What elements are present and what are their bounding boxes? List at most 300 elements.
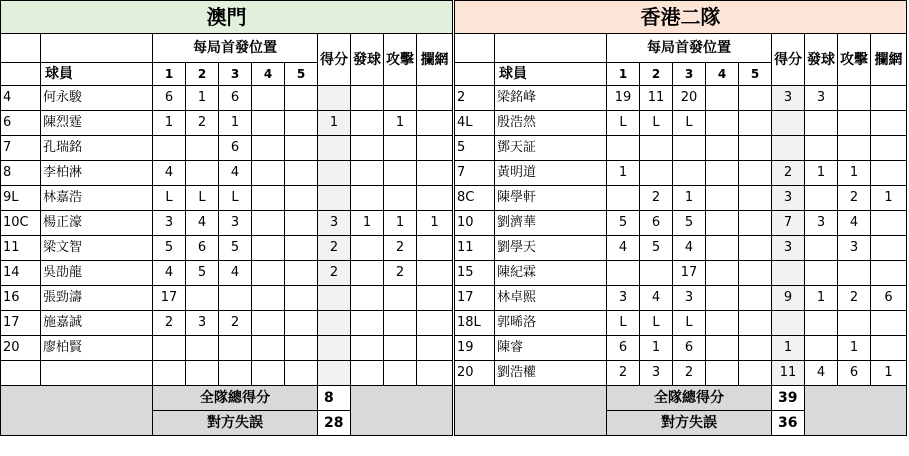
player-number: 6 — [1, 111, 41, 136]
start-position-cell: 5 — [673, 211, 706, 236]
start-position-cell — [706, 261, 739, 286]
start-position-cell: 2 — [153, 311, 186, 336]
start-position-cell — [219, 361, 252, 386]
player-row — [455, 111, 907, 136]
start-position-cell — [219, 286, 252, 311]
start-position-cell — [706, 336, 739, 361]
start-position-cell: 4 — [219, 261, 252, 286]
header-blank — [495, 34, 607, 63]
player-row — [1, 136, 453, 161]
score-cell — [318, 186, 351, 211]
player-name: 陳烈霆 — [41, 111, 153, 136]
start-position-cell — [285, 286, 318, 311]
start-position-cell: 2 — [186, 111, 219, 136]
start-position-cell — [252, 186, 285, 211]
attack-header: 攻擊 — [384, 34, 417, 86]
player-name: 施嘉誠 — [41, 311, 153, 336]
score-cell — [318, 361, 351, 386]
player-number: 4L — [455, 111, 495, 136]
start-position-cell: 1 — [673, 186, 706, 211]
serve-cell — [805, 311, 838, 336]
start-position-cell — [607, 186, 640, 211]
serve-cell — [351, 186, 384, 211]
start-position-cell: 6 — [673, 336, 706, 361]
footer-blank — [455, 386, 607, 436]
team-total-value: 8 — [318, 386, 351, 411]
start-position-cell: L — [673, 311, 706, 336]
start-position-cell — [285, 361, 318, 386]
player-name: 殷浩然 — [495, 111, 607, 136]
attack-cell: 2 — [384, 236, 417, 261]
player-number: 9L — [1, 186, 41, 211]
start-position-cell — [640, 261, 673, 286]
start-position-cell — [252, 261, 285, 286]
start-position-cell — [706, 186, 739, 211]
attack-cell: 2 — [838, 186, 871, 211]
player-row — [455, 286, 907, 311]
attack-cell — [384, 136, 417, 161]
player-number: 19 — [455, 336, 495, 361]
serve-cell: 3 — [805, 86, 838, 111]
score-cell — [318, 336, 351, 361]
player-row — [455, 236, 907, 261]
start-position-cell: 1 — [153, 111, 186, 136]
opponent-errors-label: 對方失誤 — [153, 411, 318, 436]
player-number: 2 — [455, 86, 495, 111]
start-position-cell — [739, 236, 772, 261]
start-position-cell — [285, 236, 318, 261]
score-cell — [318, 161, 351, 186]
attack-cell: 1 — [384, 211, 417, 236]
start-position-cell — [673, 161, 706, 186]
player-row — [1, 211, 453, 236]
start-position-cell — [252, 86, 285, 111]
block-cell — [871, 311, 907, 336]
player-name: 林卓熙 — [495, 286, 607, 311]
serve-cell — [805, 236, 838, 261]
player-row — [1, 336, 453, 361]
player-number: 14 — [1, 261, 41, 286]
footer-blank — [351, 386, 453, 436]
start-position-cell: 4 — [153, 161, 186, 186]
start-position-cell: L — [153, 186, 186, 211]
start-position-cell — [252, 161, 285, 186]
start-position-cell: 4 — [673, 236, 706, 261]
block-cell — [871, 211, 907, 236]
start-position-cell — [153, 361, 186, 386]
player-row — [1, 311, 453, 336]
start-position-cell: 3 — [673, 286, 706, 311]
block-cell — [871, 111, 907, 136]
start-position-cell — [153, 336, 186, 361]
player-row — [455, 161, 907, 186]
player-name: 李柏淋 — [41, 161, 153, 186]
player-row — [455, 261, 907, 286]
player-row — [455, 336, 907, 361]
player-name: 黃明道 — [495, 161, 607, 186]
attack-cell: 6 — [838, 361, 871, 386]
header-blank — [455, 34, 495, 63]
serve-cell — [351, 136, 384, 161]
player-name: 梁銘峰 — [495, 86, 607, 111]
serve-cell — [805, 111, 838, 136]
player-row — [455, 86, 907, 111]
start-position-cell — [706, 311, 739, 336]
block-cell: 6 — [871, 286, 907, 311]
attack-cell: 4 — [838, 211, 871, 236]
player-row — [1, 86, 453, 111]
score-cell: 11 — [772, 361, 805, 386]
position-number-header: 1 — [607, 63, 640, 86]
block-cell — [417, 311, 453, 336]
start-position-cell — [673, 136, 706, 161]
player-name: 陳紀霖 — [495, 261, 607, 286]
footer-blank — [805, 386, 907, 436]
start-position-cell: 4 — [607, 236, 640, 261]
start-position-cell — [252, 211, 285, 236]
player-name: 張勁濤 — [41, 286, 153, 311]
start-position-cell — [706, 361, 739, 386]
player-row — [455, 136, 907, 161]
header-blank — [1, 63, 41, 86]
start-position-cell — [186, 136, 219, 161]
team-total-value: 39 — [772, 386, 805, 411]
block-cell: 1 — [417, 211, 453, 236]
score-cell — [772, 136, 805, 161]
score-cell: 2 — [318, 261, 351, 286]
serve-cell — [351, 286, 384, 311]
start-position-cell — [739, 186, 772, 211]
start-position-cell — [285, 311, 318, 336]
hongkong-stats-table — [454, 0, 907, 436]
attack-cell — [384, 336, 417, 361]
start-position-cell: 1 — [219, 111, 252, 136]
start-position-cell — [285, 186, 318, 211]
start-position-cell: L — [186, 186, 219, 211]
attack-cell: 2 — [384, 261, 417, 286]
start-position-cell: 6 — [640, 211, 673, 236]
score-cell: 3 — [772, 86, 805, 111]
player-number: 17 — [1, 311, 41, 336]
attack-cell — [838, 136, 871, 161]
serve-cell: 4 — [805, 361, 838, 386]
block-header: 攔網 — [871, 34, 907, 86]
attack-cell — [838, 261, 871, 286]
hongkong-team-name: 香港二隊 — [455, 1, 907, 34]
player-name: 梁文智 — [41, 236, 153, 261]
start-position-cell — [739, 336, 772, 361]
player-number: 7 — [1, 136, 41, 161]
opponent-errors-value: 28 — [318, 411, 351, 436]
block-cell — [871, 136, 907, 161]
start-position-cell: 17 — [153, 286, 186, 311]
serve-cell — [351, 111, 384, 136]
player-number: 15 — [455, 261, 495, 286]
start-position-cell: 1 — [640, 336, 673, 361]
start-position-cell — [252, 136, 285, 161]
start-position-cell: 6 — [153, 86, 186, 111]
attack-cell — [384, 161, 417, 186]
start-position-cell — [186, 361, 219, 386]
start-position-cell: 6 — [186, 236, 219, 261]
block-cell — [417, 236, 453, 261]
start-position-cell: L — [640, 111, 673, 136]
attack-cell: 2 — [838, 286, 871, 311]
start-position-cell — [186, 286, 219, 311]
score-cell: 2 — [772, 161, 805, 186]
player-name: 廖柏賢 — [41, 336, 153, 361]
position-number-header: 5 — [285, 63, 318, 86]
serve-cell — [351, 236, 384, 261]
score-header: 得分 — [318, 34, 351, 86]
attack-header: 攻擊 — [838, 34, 871, 86]
player-number — [1, 361, 41, 386]
attack-cell: 1 — [838, 161, 871, 186]
score-header: 得分 — [772, 34, 805, 86]
block-cell — [871, 161, 907, 186]
start-position-cell — [739, 261, 772, 286]
start-position-cell — [252, 361, 285, 386]
start-position-cell: 3 — [186, 311, 219, 336]
score-cell: 1 — [772, 336, 805, 361]
score-cell: 3 — [318, 211, 351, 236]
serve-cell — [351, 161, 384, 186]
attack-cell — [838, 86, 871, 111]
serve-cell — [351, 86, 384, 111]
position-number-header: 4 — [706, 63, 739, 86]
player-number: 16 — [1, 286, 41, 311]
start-position-cell — [607, 136, 640, 161]
start-position-cell: 4 — [640, 286, 673, 311]
player-name: 何永駿 — [41, 86, 153, 111]
start-position-cell: 2 — [640, 186, 673, 211]
score-cell — [772, 311, 805, 336]
start-position-cell — [706, 86, 739, 111]
block-header: 攔網 — [417, 34, 453, 86]
player-row — [1, 161, 453, 186]
start-position-cell: 20 — [673, 86, 706, 111]
block-cell — [871, 336, 907, 361]
block-cell — [417, 136, 453, 161]
start-position-cell — [706, 286, 739, 311]
score-cell: 3 — [772, 186, 805, 211]
serve-cell — [351, 336, 384, 361]
player-header: 球員 — [495, 63, 607, 86]
block-cell — [417, 161, 453, 186]
start-position-cell — [252, 236, 285, 261]
start-position-cell — [640, 136, 673, 161]
start-position-cell: 6 — [219, 136, 252, 161]
start-position-cell — [285, 261, 318, 286]
player-number: 4 — [1, 86, 41, 111]
position-number-header: 4 — [252, 63, 285, 86]
team-total-label: 全隊總得分 — [607, 386, 772, 411]
player-number: 7 — [455, 161, 495, 186]
positions-header: 每局首發位置 — [153, 34, 318, 63]
footer-blank — [1, 386, 153, 436]
header-blank — [1, 34, 41, 63]
start-position-cell — [607, 261, 640, 286]
block-cell — [417, 361, 453, 386]
start-position-cell — [285, 211, 318, 236]
start-position-cell: 5 — [153, 236, 186, 261]
player-name: 陳學軒 — [495, 186, 607, 211]
score-cell — [318, 286, 351, 311]
start-position-cell — [186, 161, 219, 186]
start-position-cell: L — [673, 111, 706, 136]
macau-team-name: 澳門 — [1, 1, 453, 34]
position-number-header: 3 — [219, 63, 252, 86]
start-position-cell: 6 — [607, 336, 640, 361]
start-position-cell: 5 — [640, 236, 673, 261]
start-position-cell: 2 — [219, 311, 252, 336]
start-position-cell — [285, 336, 318, 361]
start-position-cell: 5 — [186, 261, 219, 286]
player-row — [1, 111, 453, 136]
attack-cell — [384, 186, 417, 211]
start-position-cell: 6 — [219, 86, 252, 111]
start-position-cell: 4 — [219, 161, 252, 186]
player-row — [1, 286, 453, 311]
player-name: 鄧天証 — [495, 136, 607, 161]
player-number: 17 — [455, 286, 495, 311]
start-position-cell: 5 — [219, 236, 252, 261]
block-cell — [417, 286, 453, 311]
position-number-header: 3 — [673, 63, 706, 86]
start-position-cell: 1 — [186, 86, 219, 111]
block-cell — [871, 236, 907, 261]
score-cell — [318, 136, 351, 161]
position-number-header: 2 — [640, 63, 673, 86]
start-position-cell — [640, 161, 673, 186]
player-number: 10C — [1, 211, 41, 236]
start-position-cell: 11 — [640, 86, 673, 111]
attack-cell — [384, 361, 417, 386]
player-row — [1, 186, 453, 211]
start-position-cell: 3 — [640, 361, 673, 386]
player-row — [455, 311, 907, 336]
player-name: 楊正濠 — [41, 211, 153, 236]
player-row — [1, 236, 453, 261]
block-cell — [417, 261, 453, 286]
serve-cell: 1 — [805, 286, 838, 311]
attack-cell — [384, 286, 417, 311]
position-number-header: 5 — [739, 63, 772, 86]
player-row — [1, 361, 453, 386]
player-name: 陳睿 — [495, 336, 607, 361]
attack-cell: 1 — [838, 336, 871, 361]
team-total-label: 全隊總得分 — [153, 386, 318, 411]
player-name — [41, 361, 153, 386]
block-cell — [417, 186, 453, 211]
start-position-cell: 2 — [673, 361, 706, 386]
start-position-cell — [285, 111, 318, 136]
start-position-cell — [739, 361, 772, 386]
attack-cell — [838, 311, 871, 336]
start-position-cell — [706, 111, 739, 136]
start-position-cell: 19 — [607, 86, 640, 111]
player-name: 林嘉浩 — [41, 186, 153, 211]
start-position-cell: L — [219, 186, 252, 211]
serve-header: 發球 — [805, 34, 838, 86]
start-position-cell — [186, 336, 219, 361]
start-position-cell — [739, 286, 772, 311]
score-cell — [772, 111, 805, 136]
start-position-cell: 3 — [219, 211, 252, 236]
start-position-cell — [739, 111, 772, 136]
player-number: 11 — [1, 236, 41, 261]
block-cell — [871, 261, 907, 286]
start-position-cell: 1 — [607, 161, 640, 186]
score-cell: 1 — [318, 111, 351, 136]
block-cell: 1 — [871, 186, 907, 211]
opponent-errors-value: 36 — [772, 411, 805, 436]
positions-header: 每局首發位置 — [607, 34, 772, 63]
start-position-cell — [285, 136, 318, 161]
score-cell: 7 — [772, 211, 805, 236]
player-number: 10 — [455, 211, 495, 236]
score-cell: 9 — [772, 286, 805, 311]
player-row — [455, 186, 907, 211]
player-number: 8C — [455, 186, 495, 211]
header-blank — [41, 34, 153, 63]
start-position-cell: L — [607, 111, 640, 136]
start-position-cell: 3 — [607, 286, 640, 311]
start-position-cell — [252, 111, 285, 136]
start-position-cell — [706, 236, 739, 261]
macau-stats-table — [0, 0, 453, 436]
start-position-cell — [739, 311, 772, 336]
start-position-cell: 3 — [153, 211, 186, 236]
serve-cell: 1 — [805, 161, 838, 186]
attack-cell: 3 — [838, 236, 871, 261]
serve-cell — [805, 186, 838, 211]
player-name: 孔瑞銘 — [41, 136, 153, 161]
attack-cell: 1 — [384, 111, 417, 136]
score-cell: 2 — [318, 236, 351, 261]
player-number: 18L — [455, 311, 495, 336]
serve-cell: 3 — [805, 211, 838, 236]
player-name: 劉學天 — [495, 236, 607, 261]
score-cell: 3 — [772, 236, 805, 261]
block-cell: 1 — [871, 361, 907, 386]
start-position-cell — [739, 161, 772, 186]
start-position-cell: L — [640, 311, 673, 336]
start-position-cell — [706, 161, 739, 186]
start-position-cell: 17 — [673, 261, 706, 286]
header-blank — [455, 63, 495, 86]
player-row — [455, 211, 907, 236]
player-number: 5 — [455, 136, 495, 161]
start-position-cell — [706, 211, 739, 236]
start-position-cell — [706, 136, 739, 161]
player-name: 劉浩權 — [495, 361, 607, 386]
serve-cell: 1 — [351, 211, 384, 236]
serve-header: 發球 — [351, 34, 384, 86]
attack-cell — [384, 86, 417, 111]
start-position-cell — [739, 211, 772, 236]
serve-cell — [351, 361, 384, 386]
start-position-cell — [252, 311, 285, 336]
attack-cell — [838, 111, 871, 136]
block-cell — [871, 86, 907, 111]
player-number: 20 — [1, 336, 41, 361]
block-cell — [417, 336, 453, 361]
serve-cell — [805, 261, 838, 286]
start-position-cell: 5 — [607, 211, 640, 236]
start-position-cell — [252, 336, 285, 361]
score-cell — [318, 311, 351, 336]
